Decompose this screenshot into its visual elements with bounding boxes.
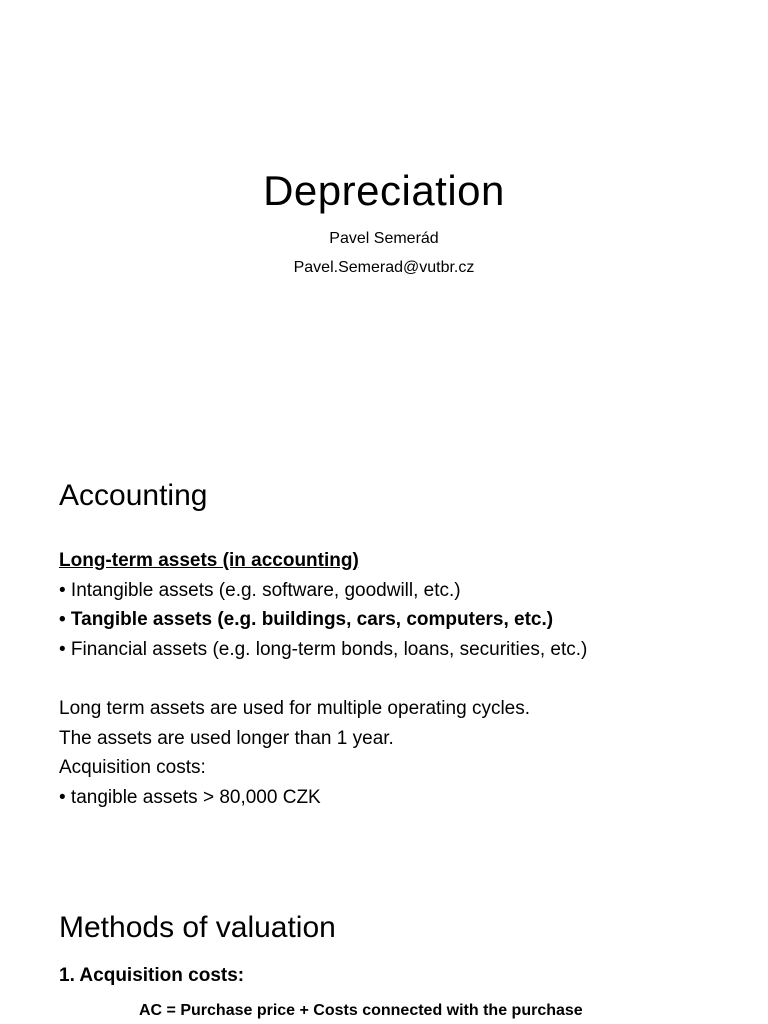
paragraph-acquisition-costs: Acquisition costs: (59, 757, 206, 779)
presentation-title: Depreciation (263, 167, 505, 214)
author-name: Pavel Semerád (329, 230, 439, 247)
bullet-financial-assets: • Financial assets (e.g. long-term bonds, loans, securities, etc.) (59, 638, 588, 660)
method-acquisition-costs: 1. Acquisition costs: (59, 965, 245, 986)
accounting-slide (0, 432, 768, 864)
paragraph-spacer (59, 664, 739, 694)
bullet-tangible-assets: • Tangible assets (e.g. buildings, cars, computers, etc.) (59, 609, 554, 631)
bullet-intangible-assets: • Intangible assets (e.g. software, goodwill, etc.) (59, 579, 461, 601)
long-term-assets-subheading: Long-term assets (in accounting) (59, 550, 359, 571)
bullet-tangible-threshold: • tangible assets > 80,000 CZK (59, 786, 321, 808)
methods-heading: Methods of valuation (59, 911, 336, 944)
accounting-heading: Accounting (59, 479, 208, 512)
title-slide (0, 0, 768, 432)
paragraph-operating-cycles: Long term assets are used for multiple operating cycles. (59, 697, 531, 719)
author-email: Pavel.Semerad@vutbr.cz (293, 259, 475, 276)
accounting-body (59, 546, 739, 812)
acquisition-cost-formula: AC = Purchase price + Costs connected with the purchase (139, 1002, 583, 1019)
paragraph-longer-than-year: The assets are used longer than 1 year. (59, 727, 394, 749)
methods-slide (0, 864, 768, 1024)
